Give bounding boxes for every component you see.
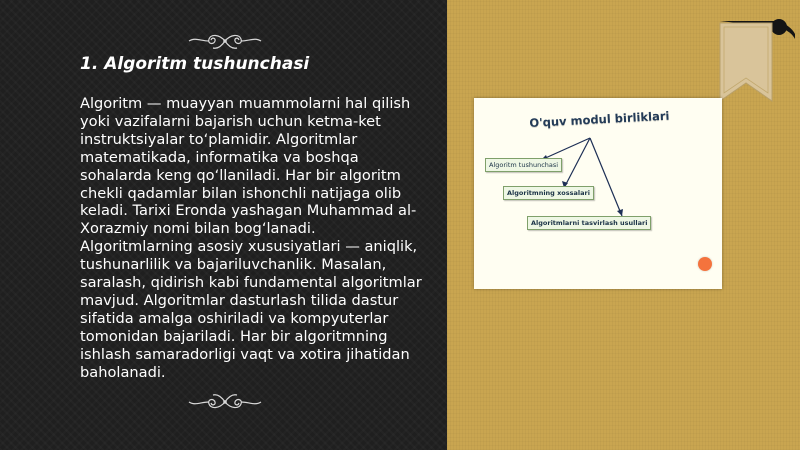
ornament-bottom-icon xyxy=(185,391,265,413)
ribbon-bookmark-icon xyxy=(717,17,797,102)
accent-dot xyxy=(698,257,712,271)
diagram-item-algorithm-concept: Algoritm tushunchasi xyxy=(485,158,562,172)
diagram-card xyxy=(474,98,722,289)
diagram-item-representation-methods: Algoritmlarni tasvirlash usullari xyxy=(527,216,651,230)
ornament-top-icon xyxy=(185,30,265,52)
diagram-item-algorithm-properties: Algoritmning xossalari xyxy=(503,186,594,200)
diagram-title: O'quv modul birliklari xyxy=(529,108,670,130)
body-text: Algoritm — muayyan muammolarni hal qilish yoki vazifalarni bajarish uchun ketma-ket instruktsiyalar to‘plamidir. Algoritmlar matematikada, informatika va boshqa sohalarda keng qo‘llaniladi. Har bir algoritm chekli qadamlar bilan ishonchli natijaga olib keladi. Tarixi Eronda yashagan Muhammad al-Xorazmiy nomi bilan bog‘lanadi. Algoritmlarning asosiy xususiyatlari — aniqlik, tushunarlilik va bajariluvchanlik. Masalan, saralash, qidirish kabi fundamental algoritmlar mavjud. Algoritmlar dasturlash tilida dastur sifatida amalga oshiriladi va kompyuterlar tomonidan bajariladi. Har bir algoritmning ishlash samaradorligi vaqt va xotira jihatidan baholanadi. xyxy=(80,95,422,381)
slide-title: 1. Algoritm tushunchasi xyxy=(80,54,310,74)
